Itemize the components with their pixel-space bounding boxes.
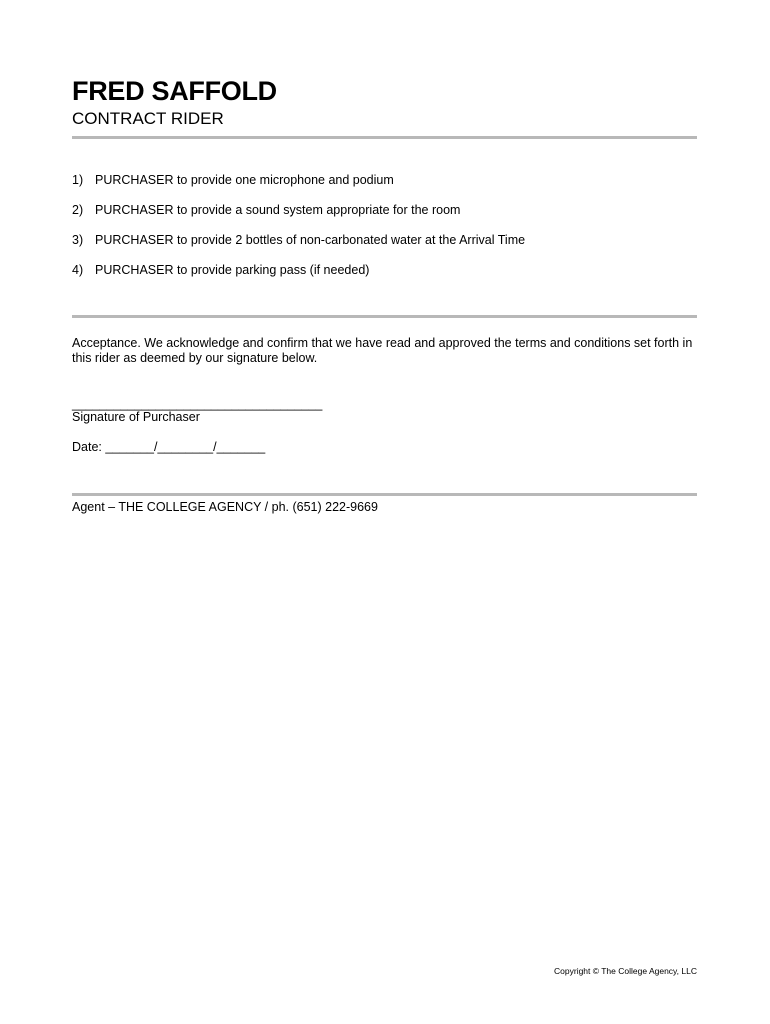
rider-item-number: 2): [72, 203, 84, 217]
rider-item-number: 3): [72, 233, 84, 247]
acceptance-paragraph: Acceptance. We acknowledge and confirm that we have read and approved the terms and conditions set forth in this rider as deemed by our signature below.: [72, 336, 693, 365]
document-subtitle: CONTRACT RIDER: [72, 109, 224, 128]
divider-bottom: [72, 493, 697, 496]
rider-item: [72, 232, 697, 262]
rider-item: [72, 262, 697, 292]
rider-item: [72, 202, 697, 232]
rider-item: [72, 172, 697, 202]
signature-line: ____________________________________: [72, 397, 323, 411]
copyright-notice: Copyright © The College Agency, LLC: [554, 966, 697, 976]
rider-items-list: [72, 172, 697, 292]
rider-item-text: PURCHASER to provide parking pass (if needed): [95, 263, 370, 277]
document-title: FRED SAFFOLD: [72, 76, 277, 106]
signature-label: Signature of Purchaser: [72, 410, 200, 424]
divider-top: [72, 136, 697, 139]
agent-contact: Agent – THE COLLEGE AGENCY / ph. (651) 222-9669: [72, 500, 378, 514]
rider-item-number: 1): [72, 173, 84, 187]
divider-middle: [72, 315, 697, 318]
rider-item-text: PURCHASER to provide one microphone and podium: [95, 173, 394, 187]
rider-item-text: PURCHASER to provide a sound system appropriate for the room: [95, 203, 461, 217]
date-line: Date: _______/________/_______: [72, 440, 266, 454]
rider-item-text: PURCHASER to provide 2 bottles of non-carbonated water at the Arrival Time: [95, 233, 526, 247]
rider-item-number: 4): [72, 263, 84, 277]
